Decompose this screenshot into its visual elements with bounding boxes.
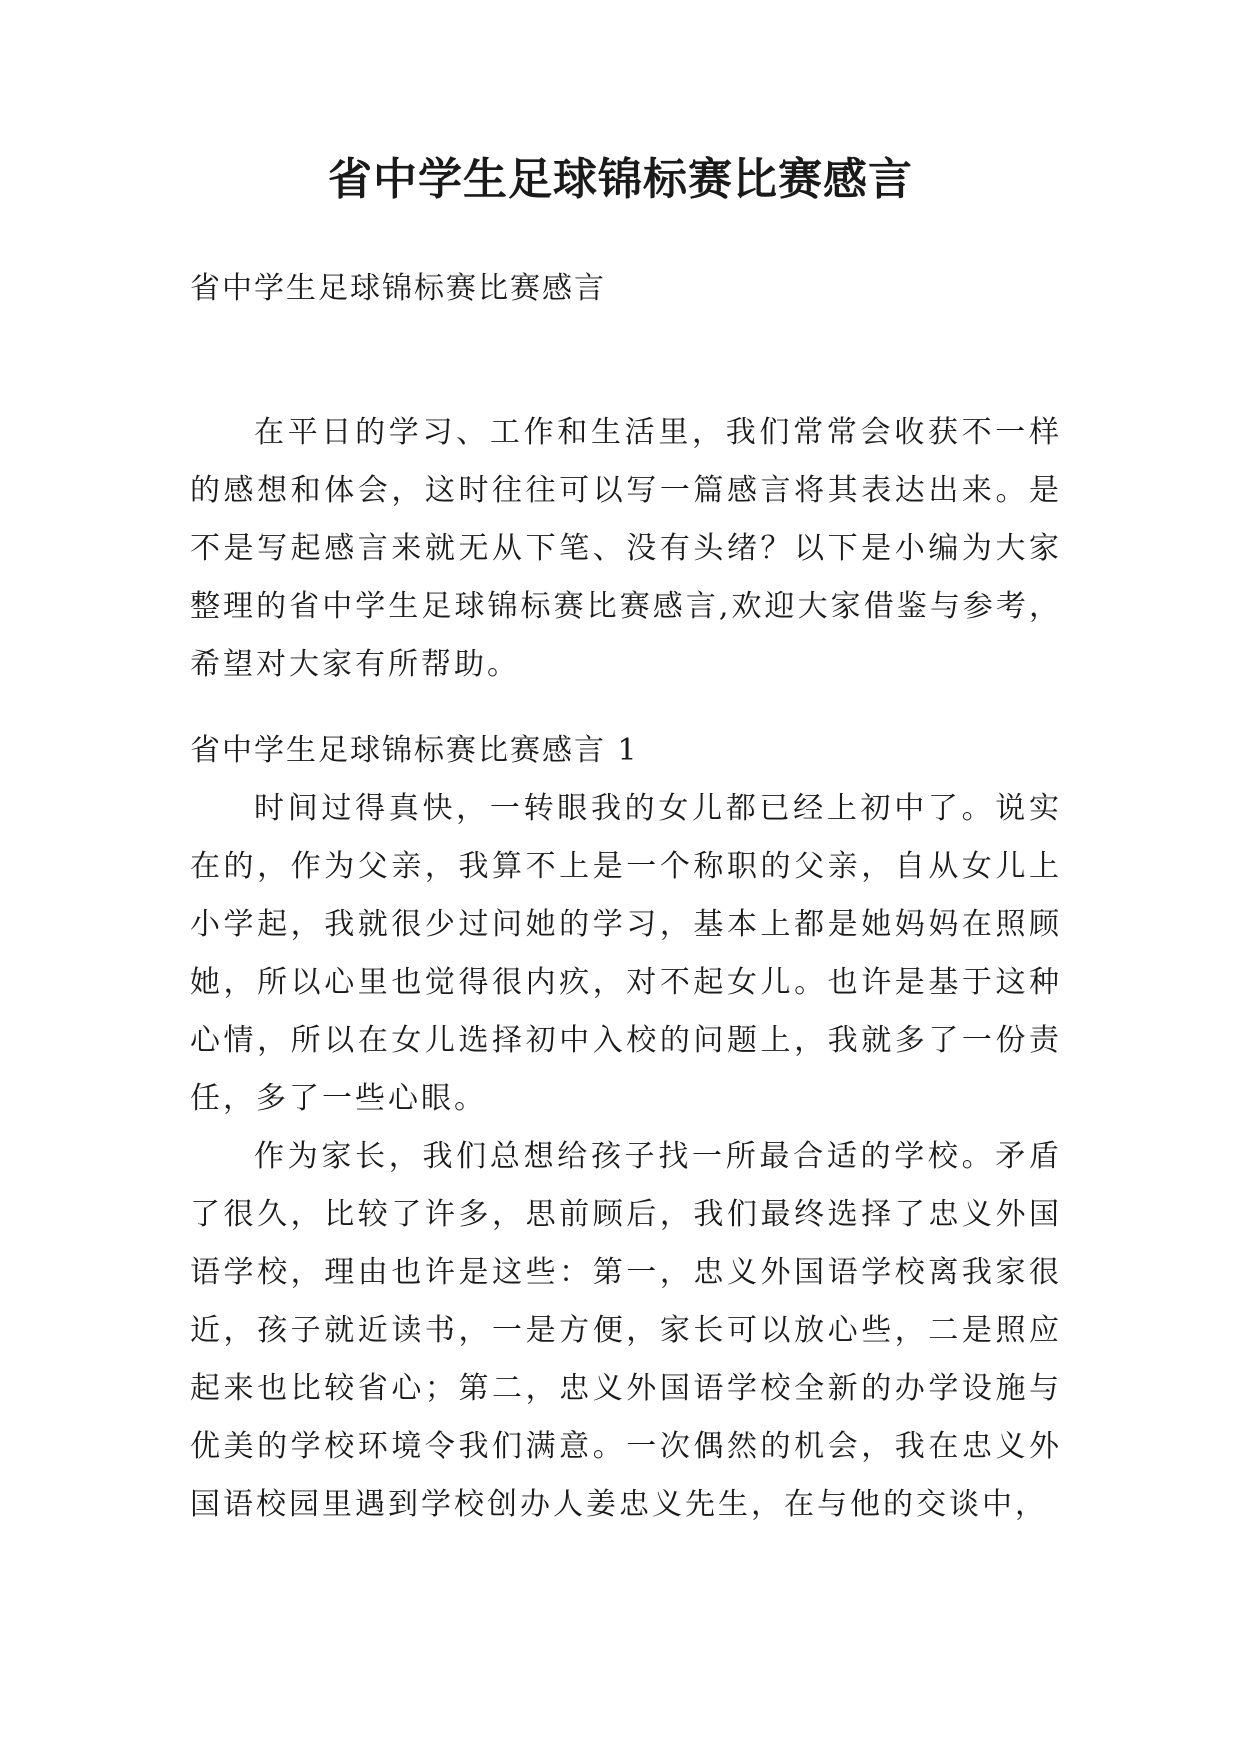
- intro-paragraph: 在平日的学习、工作和生活里，我们常常会收获不一样的感想和体会，这时往往可以写一篇感言将其表达出来。是不是写起感言来就无从下笔、没有头绪？以下是小编为大家整理的省中学生足球锦标赛比赛感言,欢迎大家借鉴与参考，希望对大家有所帮助。: [190, 415, 1062, 682]
- body-paragraph-2: 作为家长，我们总想给孩子找一所最合适的学校。矛盾了很久，比较了许多，思前顾后，我们最终选择了忠义外国语学校，理由也许是这些：第一，忠义外国语学校离我家很近，孩子就近读书，一是方便，家长可以放心些，二是照应起来也比较省心；第二，忠义外国语学校全新的办学设施与优美的学校环境令我们满意。一次偶然的机会，我在忠义外国语校园里遇到学校创办人姜忠义先生，在与他的交谈中，: [190, 1139, 1062, 1522]
- section-heading: 省中学生足球锦标赛比赛感言 1: [190, 733, 639, 768]
- document-subtitle: 省中学生足球锦标赛比赛感言: [190, 271, 606, 306]
- document-title: 省中学生足球锦标赛比赛感言: [328, 154, 913, 205]
- body-paragraph-1: 时间过得真快，一转眼我的女儿都已经上初中了。说实在的，作为父亲，我算不上是一个称职的父亲，自从女儿上小学起，我就很少过问她的学习，基本上都是她妈妈在照顾她，所以心里也觉得很内疚，对不起女儿。也许是基于这种心情，所以在女儿选择初中入校的问题上，我就多了一份责任，多了一些心眼。: [190, 791, 1062, 1116]
